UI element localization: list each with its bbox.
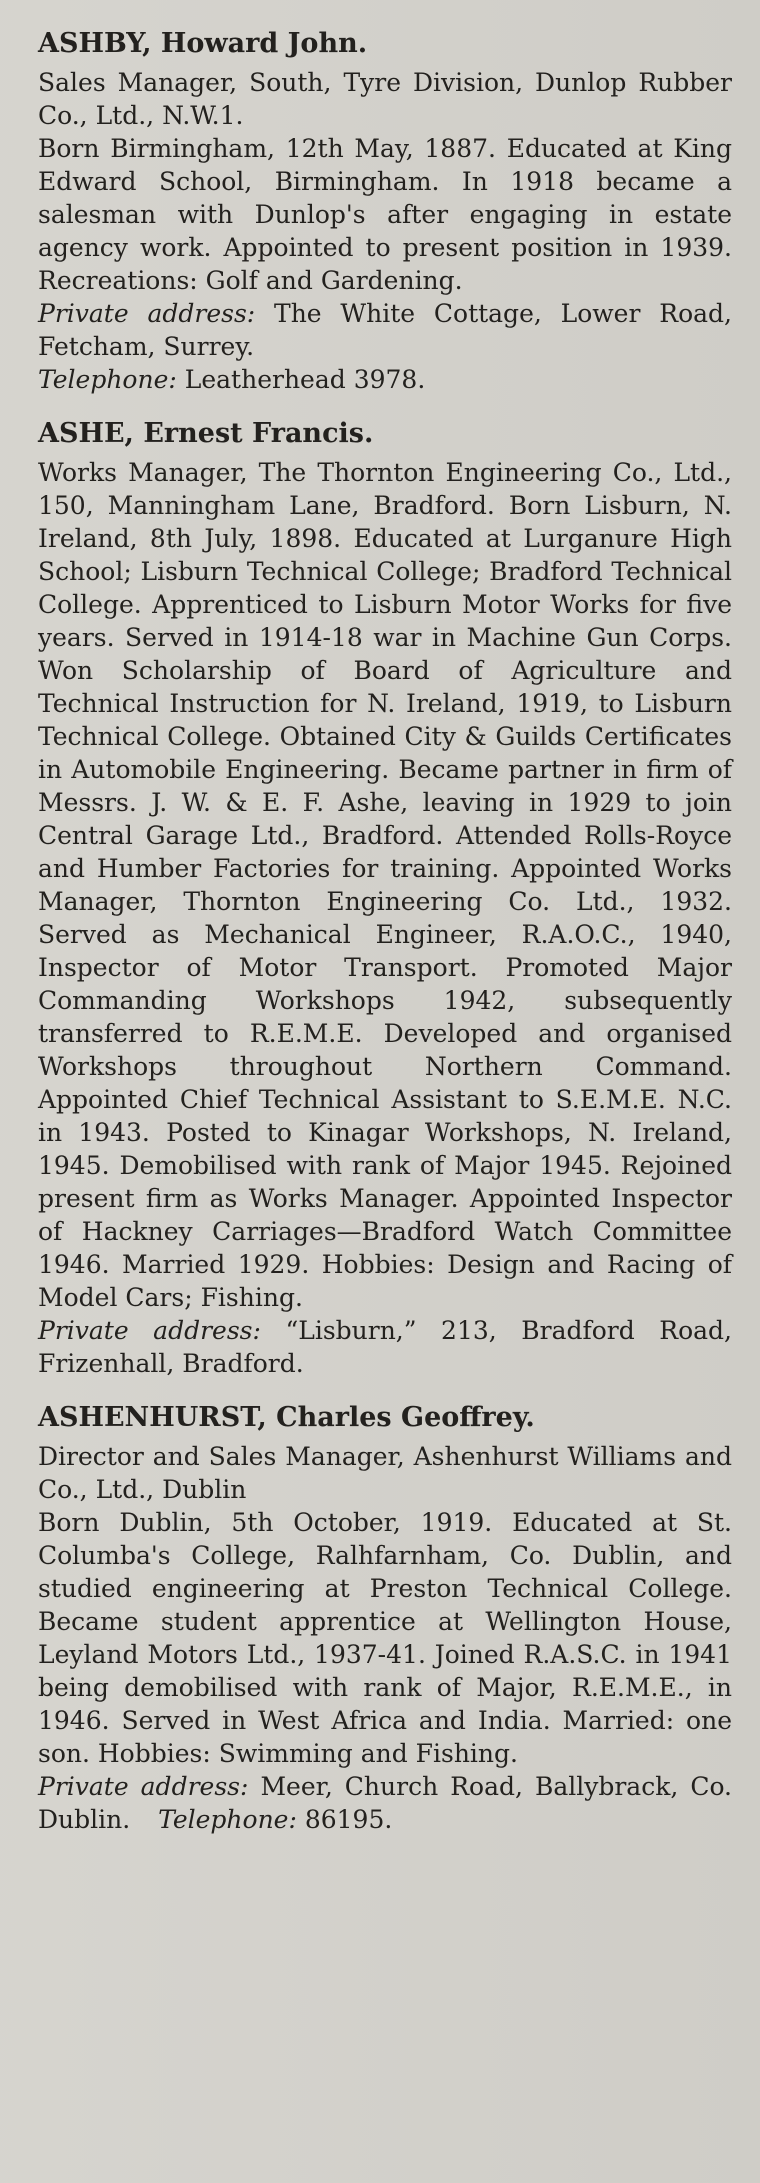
biography-entry-ashenhurst xyxy=(38,1400,732,1836)
telephone-label: Telephone: xyxy=(158,1805,297,1834)
entry-name: ASHENHURST, Charles Geoffrey. xyxy=(38,1402,535,1433)
private-address-label: Private address: xyxy=(38,299,256,328)
private-address xyxy=(38,297,732,363)
telephone-label: Telephone: xyxy=(38,365,177,394)
private-address-label: Private address: xyxy=(38,1772,249,1801)
telephone-value: 86195. xyxy=(304,1805,393,1834)
private-address-value: “Lisburn,” 213, Bradford Road, Frizenhall, Bradford. xyxy=(38,1316,732,1378)
entry-position: Sales Manager, South, Tyre Division, Dunlop Rubber Co., Ltd., N.W.1. xyxy=(38,68,732,130)
entry-name: ASHBY, Howard John. xyxy=(38,28,368,59)
entry-biography: Born Dublin, 5th October, 1919. Educated at St. Columba's College, Ralhfarnham, Co. Dublin, and studied engineering at Preston Technical College. Became student apprentice at Wellington House, Leyland Motors Ltd., 1937-41. Joined R.A.S.C. in 1941 being demobilised with rank of Major, R.E.M.E., in 1946. Served in West Africa and India. Married: one son. Hobbies: Swimming and Fishing. xyxy=(38,1508,732,1768)
biography-entry-ashby xyxy=(38,26,732,396)
private-address xyxy=(38,1314,732,1380)
private-address-label: Private address: xyxy=(38,1316,261,1345)
telephone-value: Leatherhead 3978. xyxy=(184,365,426,394)
entry-name: ASHE, Ernest Francis. xyxy=(38,418,374,449)
contact-line xyxy=(38,1770,732,1836)
entry-biography: Works Manager, The Thornton Engineering Co., Ltd., 150, Manningham Lane, Bradford. Born Lisburn, N. Ireland, 8th July, 1898. Educated at Lurganure High School; Lisburn Technical College; Bradford Technical College. Apprenticed to Lisburn Motor Works for five years. Served in 1914-18 war in Machine Gun Corps. Won Scholarship of Board of Agriculture and Technical Instruction for N. Ireland, 1919, to Lisburn Technical College. Obtained City & Guilds Certificates in Automobile Engineering. Became partner in firm of Messrs. J. W. & E. F. Ashe, leaving in 1929 to join Central Garage Ltd., Bradford. Attended Rolls-Royce and Humber Factories for training. Appointed Works Manager, Thornton Engineering Co. Ltd., 1932. Served as Mechanical Engineer, R.A.O.C., 1940, Inspector of Motor Transport. Promoted Major Commanding Workshops 1942, subsequently transferred to R.E.M.E. Developed and organised Workshops throughout Northern Command. Appointed Chief Technical Assistant to S.E.M.E. N.C. in 1943. Posted to Kinagar Workshops, N. Ireland, 1945. Demobilised with rank of Major 1945. Rejoined present firm as Works Manager. Appointed Inspector of Hackney Carriages—Bradford Watch Committee 1946. Married 1929. Hobbies: Design and Racing of Model Cars; Fishing. xyxy=(38,458,732,1312)
telephone xyxy=(38,363,732,396)
entry-biography: Born Birmingham, 12th May, 1887. Educated at King Edward School, Birmingham. In 1918 became a salesman with Dunlop's after engaging in estate agency work. Appointed to present position in 1939. Recreations: Golf and Gardening. xyxy=(38,134,732,295)
entry-position: Director and Sales Manager, Ashenhurst Williams and Co., Ltd., Dublin xyxy=(38,1442,732,1504)
private-address-value: The White Cottage, Lower Road, Fetcham, Surrey. xyxy=(38,299,732,361)
private-address-value: Meer, Church Road, Ballybrack, Co. Dublin. xyxy=(38,1772,733,1834)
biography-entry-ashe xyxy=(38,416,732,1380)
